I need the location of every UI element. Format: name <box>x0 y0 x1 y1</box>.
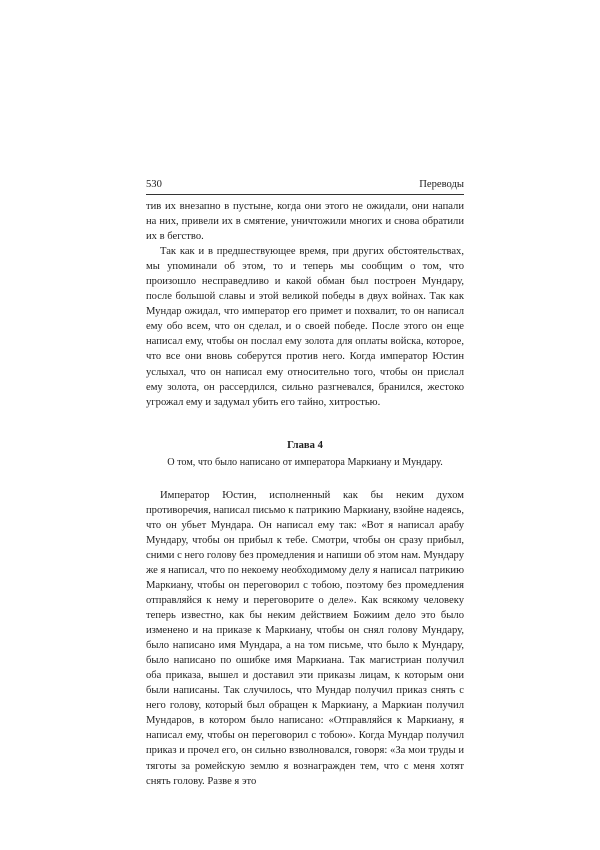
book-page <box>146 178 464 789</box>
paragraph: Так как и в предшествующее время, при других обстоятельствах, мы упоминали об этом, то и теперь мы сообщим о том, что произошло несправедливо и какой обман был построен Мундару, после большой славы и этой великой победы в двух войнах. Так как Мундар ожидал, что император его примет и похвалит, то он написал ему обо всем, что он сделал, и о своей победе. После этого он еще написал ему, чтобы он послал ему золота для оплаты войска, которое, что все они вновь соберутся против него. Когда император Юстин услыхал, что он написал ему относительно того, чтобы он прислал ему золота, он рассердился, сильно разгневался, бранился, жестоко угрожал ему и задумал убить его тайно, хитростью. <box>146 246 464 408</box>
running-head <box>146 178 464 195</box>
page-number: 530 <box>146 179 162 190</box>
chapter-subtitle: О том, что было написано от императора Маркиану и Мундару. <box>167 456 443 468</box>
chapter-title: Глава 4 <box>287 439 323 451</box>
body-text <box>146 199 464 789</box>
paragraph: тив их внезапно в пустыне, когда они этого не ожидали, они напали на них, привели их в смятение, уничтожили многих и снова обратили их в бегство. <box>146 201 464 243</box>
section-title: Переводы <box>419 179 464 190</box>
paragraph: Император Юстин, исполненный как бы неким духом противоречия, написал письмо к патрикию Маркиану, взойне надеясь, что он убьет Мундара. Он написал ему так: «Вот я написал арабу Мундару, чтобы он прибыл к тебе. Смотри, чтобы он сразу прибыл, сними с него голову без промедления и напиши об этом нам. Мундару же я написал, что по некоему необходимому делу я написал патрикию Маркиану, чтобы он переговорил с тобою, поэтому без промедления отправляйся к нему и переговорите о деле». Как всякому человеку теперь известно, как бы неким действием Божиим дело это было изменено и на приказе к Маркиану, чтобы он снял голову Мундару, было написано имя Мундара, а на том письме, что было к Мундару, было написано по ошибке имя Маркиана. Так магистриан получил оба приказа, вышел и доставил эти приказы лицам, к которым они были написаны. Так случилось, что Мундар получил приказ снять с него голову, который был обращен к Маркиану, а Маркиан получил Мундаров, в котором было написано: «Отправляйся к Маркиану, я написал ему, чтобы он переговорил с тобою». Когда Мундар получил приказ и прочел его, он сильно взволновался, говоря: «За мои труды и тяготы за ромейскую землю я вознагражден тем, что с меня хотят снять голову. Разве я это <box>146 489 464 787</box>
